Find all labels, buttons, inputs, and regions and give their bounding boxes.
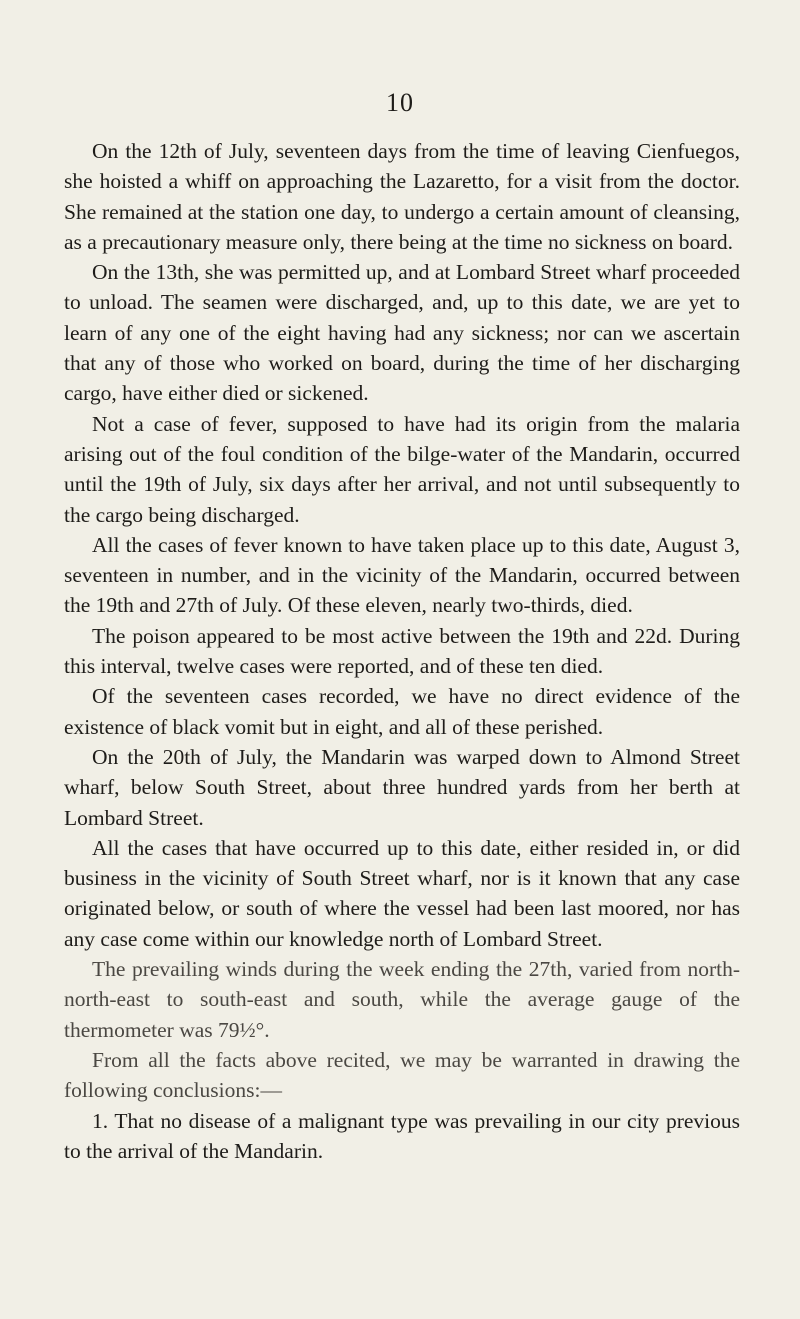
paragraph: The prevailing winds during the week ending the 27th, varied from north-north-east to south-east and south, while the average gauge of the thermometer was 79½°. <box>64 957 740 1042</box>
paragraph: All the cases of fever known to have taken place up to this date, August 3, seventeen in number, and in the vicinity of the Mandarin, occurred between the 19th and 27th of July. Of these eleven, nearly two-thirds, died. <box>64 532 740 618</box>
paragraph: Not a case of fever, supposed to have had its origin from the malaria arising out of the foul condition of the bilge-water of the Mandarin, occurred until the 19th of July, six days after her arrival, and not until subsequently to the cargo being discharged. <box>64 411 740 527</box>
body-text <box>64 136 740 1166</box>
paragraph: On the 20th of July, the Mandarin was warped down to Almond Street wharf, below South Street, about three hundred yards from her berth at Lombard Street. <box>64 744 740 830</box>
paragraph: The poison appeared to be most active between the 19th and 22d. During this interval, twelve cases were reported, and of these ten died. <box>64 623 740 679</box>
paragraph: On the 12th of July, seventeen days from the time of leaving Cienfuegos, she hoisted a whiff on approaching the Lazaretto, for a visit from the doctor. She remained at the station one day, to undergo a certain amount of cleansing, as a precautionary measure only, there being at the time no sickness on board. <box>64 139 740 254</box>
paragraph: Of the seventeen cases recorded, we have no direct evidence of the existence of black vomit but in eight, and all of these perished. <box>64 684 740 739</box>
paragraph: All the cases that have occurred up to this date, either resided in, or did business in the vicinity of South Street wharf, nor is it known that any case originated below, or south of where the vessel had been last moored, nor has any case come within our knowledge north of Lombard Street. <box>64 835 740 951</box>
page-number: 10 <box>386 88 414 117</box>
paragraph: From all the facts above recited, we may be warranted in drawing the following conclusions:— <box>64 1047 740 1103</box>
paragraph: 1. That no disease of a malignant type was prevailing in our city previous to the arrival of the Mandarin. <box>64 1108 740 1163</box>
paragraph: On the 13th, she was permitted up, and at Lombard Street wharf proceeded to unload. The seamen were discharged, and, up to this date, we are yet to learn of any one of the eight having had any sickness; nor can we ascertain that any of those who worked on board, during the time of her discharging cargo, have either died or sickened. <box>64 260 740 406</box>
